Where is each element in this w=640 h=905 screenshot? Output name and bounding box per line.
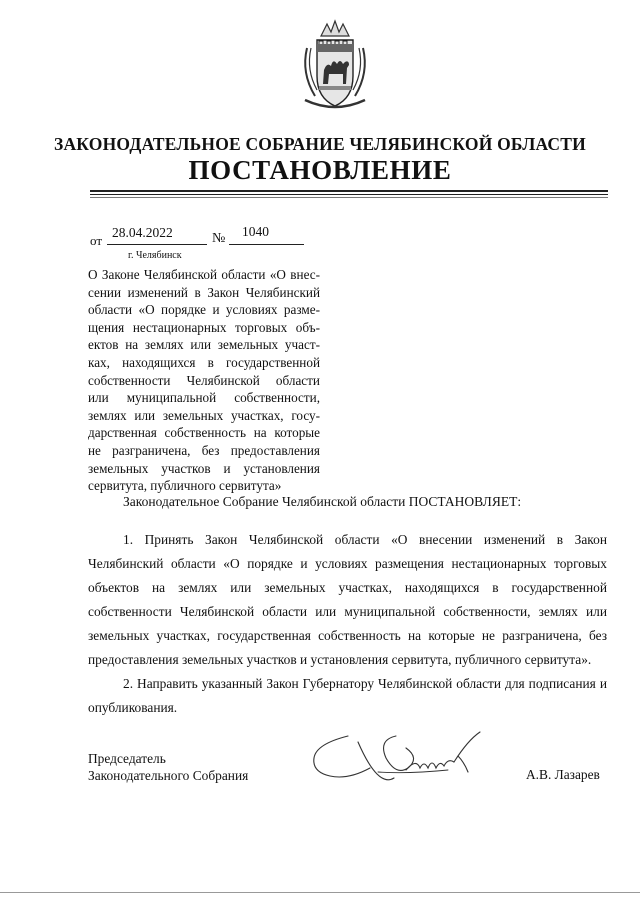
subject-line: землях или земельных участках, госу-: [88, 407, 320, 423]
document-date: 28.04.2022: [112, 225, 173, 240]
date-underline: [107, 244, 207, 245]
header-rule-dashed: [90, 197, 608, 198]
number-label: №: [212, 231, 226, 246]
date-label: от: [90, 233, 103, 248]
subject-line: области «О порядке и условиях разме-: [88, 302, 320, 318]
subject-line: дарственная собственность на которые: [88, 425, 320, 441]
subject-line: собственности Челябинской области: [88, 372, 320, 388]
footer-rule: [0, 892, 640, 893]
signatory-name: А.В. Лазарев: [526, 767, 600, 782]
paragraph-1: 1. Принять Закон Челябинской области «О внесении изменений в Закон Челябинский области «О порядке и условиях размещения нестационарных торговых объектов на землях или земельных участках, находящихся в государственной собственности Челябинской области или муниципальной собственности, землях или земельных участках, государственная собственность на которые не разграничена, без предоставления земельных участков и установления сервитута, публичного сервитута».: [88, 532, 607, 667]
paragraph-2: 2. Направить указанный Закон Губернатору Челябинской области для подписания и опубликования.: [88, 676, 607, 715]
header-rule-thin: [90, 194, 608, 195]
city-label: г. Челябинск: [128, 250, 182, 261]
subject-line: сервитута, публичного сервитута»: [88, 478, 282, 494]
coat-of-arms-icon: [297, 18, 373, 114]
subject-line: ках, находящихся в государственной: [88, 354, 320, 370]
document-type-title: ПОСТАНОВЛЕНИЕ: [188, 155, 452, 185]
subject-line: щения нестационарных торговых объ-: [88, 319, 320, 335]
subject-line: или муниципальной собственности,: [88, 390, 320, 406]
number-underline: [229, 244, 304, 245]
subject-line: ектов на землях или земельных участ-: [88, 337, 320, 353]
header-rule-thick: [90, 190, 608, 192]
document-body: [88, 528, 607, 720]
signatory-title-line-1: Председатель: [88, 751, 166, 766]
organization-title: ЗАКОНОДАТЕЛЬНОЕ СОБРАНИЕ ЧЕЛЯБИНСКОЙ ОБЛАСТИ: [54, 134, 586, 154]
signatory-title: [88, 750, 248, 784]
document-subject: [88, 266, 320, 495]
subject-line: сении изменений в Закон Челябинский: [88, 284, 320, 300]
subject-line: О Законе Челябинской области «О внес-: [88, 267, 320, 282]
signatory-title-line-2: Законодательного Собрания: [88, 768, 249, 783]
document-number: 1040: [242, 224, 269, 239]
subject-line: земельных участков и установления: [88, 460, 320, 476]
subject-line: не разграничена, без предоставления: [88, 442, 320, 458]
handwritten-signature: [308, 728, 488, 788]
decree-statement: Законодательное Собрание Челябинской области ПОСТАНОВЛЯЕТ:: [123, 494, 522, 509]
